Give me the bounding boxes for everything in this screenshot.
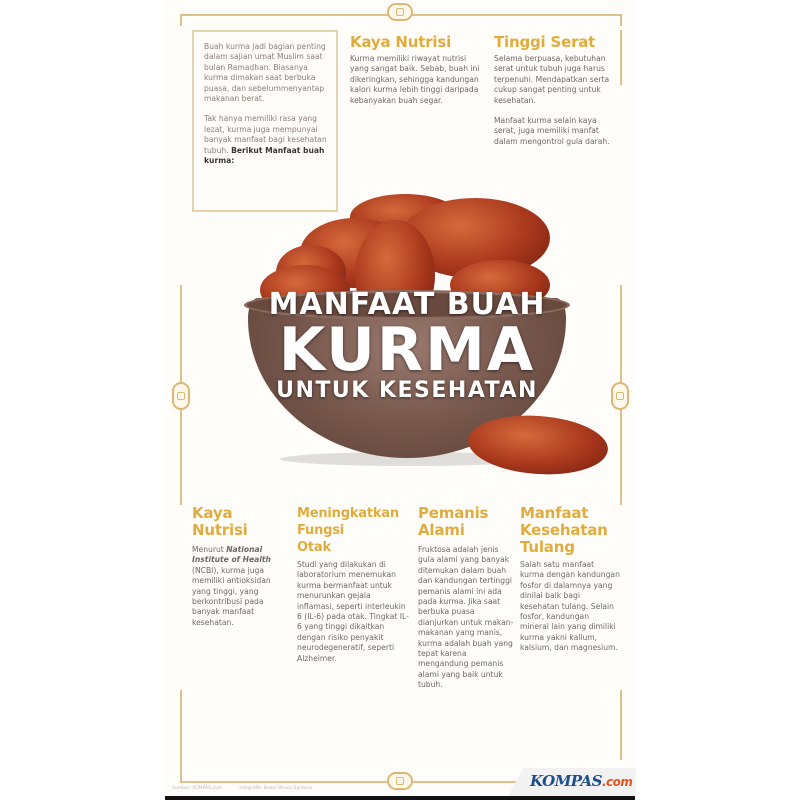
title-line-1: MANFAAT BUAH	[268, 287, 546, 322]
loose-date-fruit	[466, 411, 610, 479]
frame-right-top-line	[620, 14, 622, 26]
heading-line: Kaya	[192, 504, 233, 522]
section-text: Selama berpuasa, kebutuhan serat untuk tubuh juga harus terpenuhi. Mendapatkan serta cukup sangat penting untuk kesehatan.	[494, 54, 610, 105]
ornament-bottom-icon	[387, 772, 413, 790]
section-kaya-nutrisi-bottom	[192, 505, 288, 638]
heading-line: Alami	[418, 521, 465, 539]
section-pemanis-alami	[418, 505, 514, 701]
main-title	[240, 288, 574, 404]
title-line-2: KURMA	[278, 315, 536, 385]
source-text: Sumber: KOMPAS.com	[172, 786, 222, 791]
section-kaya-nutrisi-top	[350, 32, 480, 116]
heading-line: Manfaat	[520, 504, 589, 522]
logo-suffix: .com	[601, 775, 633, 789]
section-tinggi-serat	[494, 32, 614, 157]
text-post: (NCBI), kurma juga memiliki antioksidan yang tinggi, yang berkontribusi pada banyak manfaat kesehatan.	[192, 565, 271, 627]
title-line-3: UNTUK KESEHATAN	[276, 378, 538, 403]
section-text: Kurma memiliki riwayat nutrisi yang sangat baik. Sebab, buah ini dikeringkan, sehingga kandungan kalori kurma lebih tinggi daripada kebanyakan buah segar.	[350, 54, 480, 105]
heading-line: Meningkatkan	[297, 506, 399, 521]
heading-line: Fungsi	[297, 523, 345, 538]
intro-paragraph-2-text: Tak hanya memiliki rasa yang lezat, kurma juga mempunyai banyak manfaat bagi kesehatan tubuh.	[204, 114, 327, 155]
kompas-logo	[530, 772, 632, 790]
frame-left-top-line	[180, 14, 182, 26]
section-heading: Tinggi Serat	[494, 33, 596, 51]
text-italic: National Institute of Health	[192, 545, 271, 565]
frame-left-bottom-line	[180, 690, 182, 782]
heading-line: Tulang	[520, 538, 575, 556]
intro-paragraph-2-bold: Berikut Manfaat buah kurma:	[204, 145, 325, 166]
section-manfaat-kesehatan-tulang	[520, 505, 620, 664]
section-text	[192, 545, 288, 628]
bottom-bar	[165, 796, 635, 800]
section-heading	[297, 505, 409, 556]
section-heading	[418, 505, 514, 539]
frame-right-upper-line	[620, 30, 622, 85]
section-heading	[192, 505, 288, 539]
logo-main: KOMPAS	[530, 772, 602, 790]
ornament-left-icon	[172, 382, 190, 410]
text-pre: Menurut	[192, 545, 227, 554]
section-text: Fruktosa adalah jenis gula alami yang banyak ditemukan dalam buah dan kandungan tertinggi pemanis alami ini ada pada kurma. Jika saat berbuka puasa dianjurkan untuk makan-makanan yang manis, kurma adalah buah yang tepat karena mengandung pemanis alami yang baik untuk tubuh.	[418, 545, 514, 690]
heading-line: Nutrisi	[192, 521, 248, 539]
frame-right-bottom-line	[620, 690, 622, 760]
frame-bottom-line	[180, 781, 520, 783]
section-heading: Kaya Nutrisi	[350, 33, 452, 51]
heading-line: Pemanis	[418, 504, 489, 522]
section-text: Salah satu manfaat kurma dengan kandungan fosfor di dalamnya yang dinilai baik bagi kesehatan tulang. Selain fosfor, kandungan mineral lain yang dimiliki kurma yakni kalium, kalsium, dan magnesium.	[520, 560, 620, 653]
footer-credits	[172, 786, 328, 791]
intro-paragraph-2	[204, 114, 328, 166]
credit-text: Infografik: Bakar Bhasu Santono	[239, 786, 313, 791]
section-meningkatkan-fungsi-otak	[297, 505, 409, 674]
ornament-top-icon	[387, 3, 413, 21]
intro-box	[192, 30, 338, 212]
heading-line: Kesehatan	[520, 521, 608, 539]
hero-dates-bowl-image	[240, 190, 620, 480]
section-text-2: Manfaat kurma selain kaya serat, juga memiliki manfat dalam mengontrol gula darah.	[494, 116, 610, 146]
heading-line: Otak	[297, 540, 331, 555]
section-heading	[520, 505, 620, 556]
section-text: Studi yang dilakukan di laboratorium menemukan kurma bermanfaat untuk menurunkan gejala inflamasi, seperti interleukin 6 (IL-6) pada otak. Tingkat IL-6 yang tinggi dikaitkan dengan risiko penyakit neurodegeneratif, seperti Alzheimer.	[297, 560, 409, 663]
intro-paragraph-1: Buah kurma jadi bagian penting dalam sajian umat Muslim saat bulan Ramadhan. Biasanya kurma dimakan saat berbuka puasa, dan sebelummenyantap makanan berat.	[204, 42, 326, 104]
